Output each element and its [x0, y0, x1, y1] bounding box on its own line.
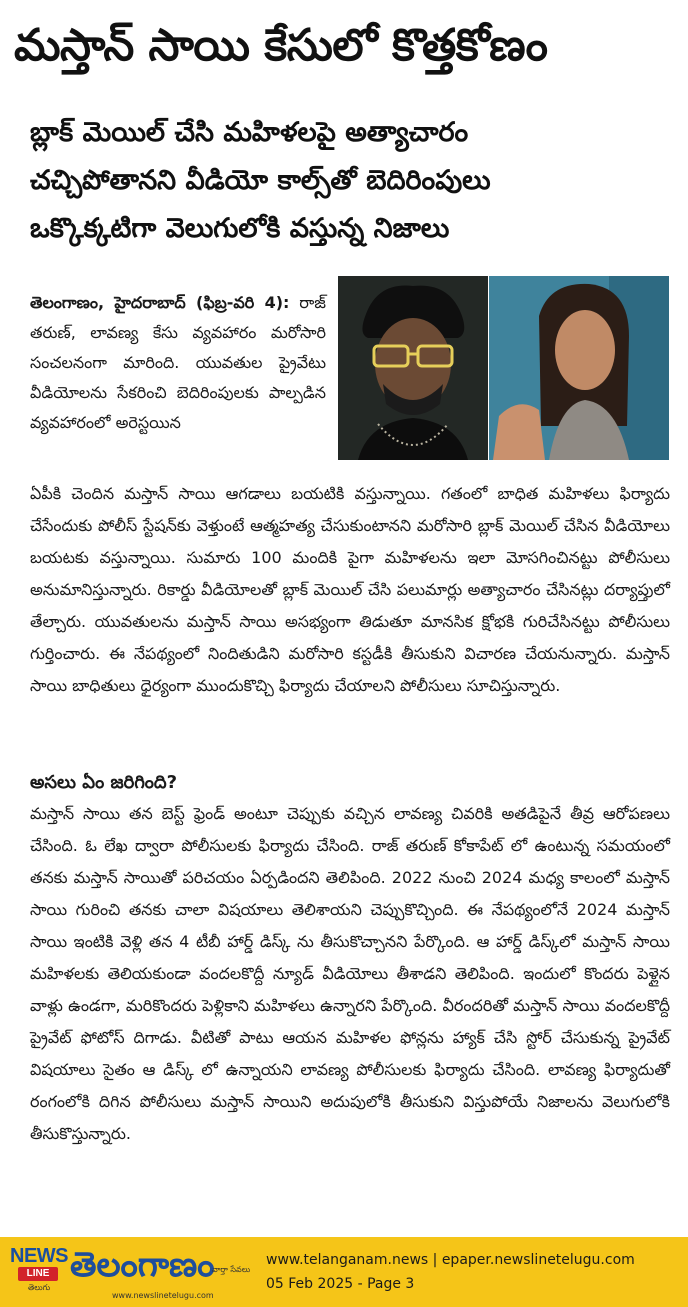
- newsline-logo: [8, 1243, 66, 1293]
- section-body: మస్తాన్ సాయి తన బెస్ట్ ఫ్రెండ్ అంటూ చెప్పుకు వచ్చిన లావణ్య చివరికి అతడిపైనే తీవ్ర ఆరోపణలు చేసింది. ఓ లేఖ ద్వారా పోలీసులకు ఫిర్యాదు చేసింది. రాజ్ తరుణ్ కోకాపేట్ లో ఉంటున్న సమయంలో తనకు మస్తాన్ సాయితో పరిచయం ఏర్పడిందని తెలిపింది. 2022 నుంచి 2024 మధ్య కాలంలో మస్తాన్ సాయి గురించి తనకు చాలా విషయాలు తెలిశాయని చెప్పుకొచ్చింది. ఈ నేపథ్యంలోనే 2024 మస్తాన్ సాయి ఇంటికి వెళ్లి తన 4 టీబీ హార్డ్ డిస్క్ ను తీసుకొచ్చానని పేర్కొంది. ఆ హార్డ్ డిస్క్‌లో మస్తాన్ సాయి మహిళలకు తెలియకుండా వందలకొద్దీ న్యూడ్ వీడియోలు తీశాడని తెలిపింది. ఇందులో కొందరు పెళ్లైన వాళ్లు ఉండగా, మరికొందరు పెళ్లికాని మహిళలు ఉన్నారని పేర్కొంది. వీరందరితో మస్తాన్ సాయి వందలకొద్దీ ప్రైవేట్ ఫోటోస్ దిగాడు. వీటితో పాటు ఆయన మహిళల ఫోన్లను హ్యాక్ చేసి స్టోర్ చేసుకున్న ప్రైవేట్ విషయాలు సైతం ఆ డిస్క్ లో ఉన్నాయని లావణ్య పోలీసులకు ఫిర్యాదు చేసింది. లావణ్య ఫిర్యాదుతో రంగంలోకి దిగిన పోలీసులు మస్తాన్ సాయిని అదుపులోకి తీసుకుని విస్తుపోయే నిజాలను వెలుగులోకి తీసుకొస్తున్నారు.: [30, 804, 670, 1143]
- brand-tagline: వార్తా సేవలు: [212, 1265, 251, 1274]
- brand-url: www.newslinetelugu.com: [112, 1291, 214, 1300]
- newsline-logo-sub: తెలుగు: [28, 1283, 51, 1292]
- footer-links[interactable]: www.telanganam.news | epaper.newslinetelugu.com: [266, 1252, 635, 1268]
- photo-man: [338, 276, 488, 460]
- footer-bar: [0, 1237, 688, 1307]
- section-heading: అసలు ఏం జరిగింది?: [30, 772, 178, 793]
- man-portrait-illustration: [338, 276, 488, 460]
- newsline-logo-top: NEWS: [10, 1245, 68, 1267]
- article-headline: మస్తాన్ సాయి కేసులో కొత్తకోణం: [14, 20, 548, 71]
- subheading-2: చచ్చిపోతానని వీడియో కాల్స్‌తో బెదిరింపులు: [30, 165, 491, 196]
- newsline-logo-bottom: LINE: [18, 1267, 58, 1281]
- lead-text: రాజ్ తరుణ్, లావణ్య కేసు వ్యవహారం మరోసారి సంచలనంగా మారింది. యువతుల ప్రైవేటు వీడియోలను సేకరించి బెదిరింపులకు పాల్పడిన వ్యవహారంలో అరెస్టయిన: [30, 293, 326, 432]
- article-body: ఏపీకి చెందిన మస్తాన్ సాయి ఆగడాలు బయటికి వస్తున్నాయి. గతంలో బాధిత మహిళలు ఫిర్యాదు చేసేందుకు పోలీస్ స్టేషన్‌కు వెళ్తుంటే ఆత్మహత్య చేసుకుంటానని మరోసారి బ్లాక్ మెయిల్ చేసిన వీడియోలు బయటకు వస్తున్నాయి. సుమారు 100 మందికి పైగా మహిళలను ఇలా మోసగించినట్టు పోలీసులు అనుమానిస్తున్నారు. రికార్డు వీడియోలతో బ్లాక్ మెయిల్ చేసి పలుమార్లు అత్యాచారం చేసినట్లు దర్యాప్తులో తేల్చారు. యువతులను మస్తాన్ సాయి అసభ్యంగా తిడుతూ మానసిక క్షోభకి గురిచేసినట్టు పోలీసులు గుర్తించారు. ఈ నేపథ్యంలో నిందితుడిని మరోసారి కస్టడీకి తీసుకుని విచారణ చేయనున్నారు. మస్తాన్ సాయి బాధితులు ధైర్యంగా ముందుకొచ్చి ఫిర్యాదు చేయాలని పోలీసులు సూచిస్తున్నారు.: [30, 484, 670, 695]
- dateline: తెలంగాణం, హైదరాబాద్ (ఫిబ్ర-వరి 4):: [30, 293, 290, 312]
- telanganam-logo: తెలంగాణం: [70, 1245, 215, 1285]
- subheading-1: బ్లాక్ మెయిల్ చేసి మహిళలపై అత్యాచారం: [30, 117, 469, 148]
- subheading-3: ఒక్కొక్కటిగా వెలుగులోకి వస్తున్న నిజాలు: [30, 213, 450, 244]
- photo-woman: [489, 276, 669, 460]
- lead-paragraph: [30, 288, 326, 438]
- woman-portrait-illustration: [489, 276, 669, 460]
- footer-date-page: 05 Feb 2025 - Page 3: [266, 1276, 415, 1292]
